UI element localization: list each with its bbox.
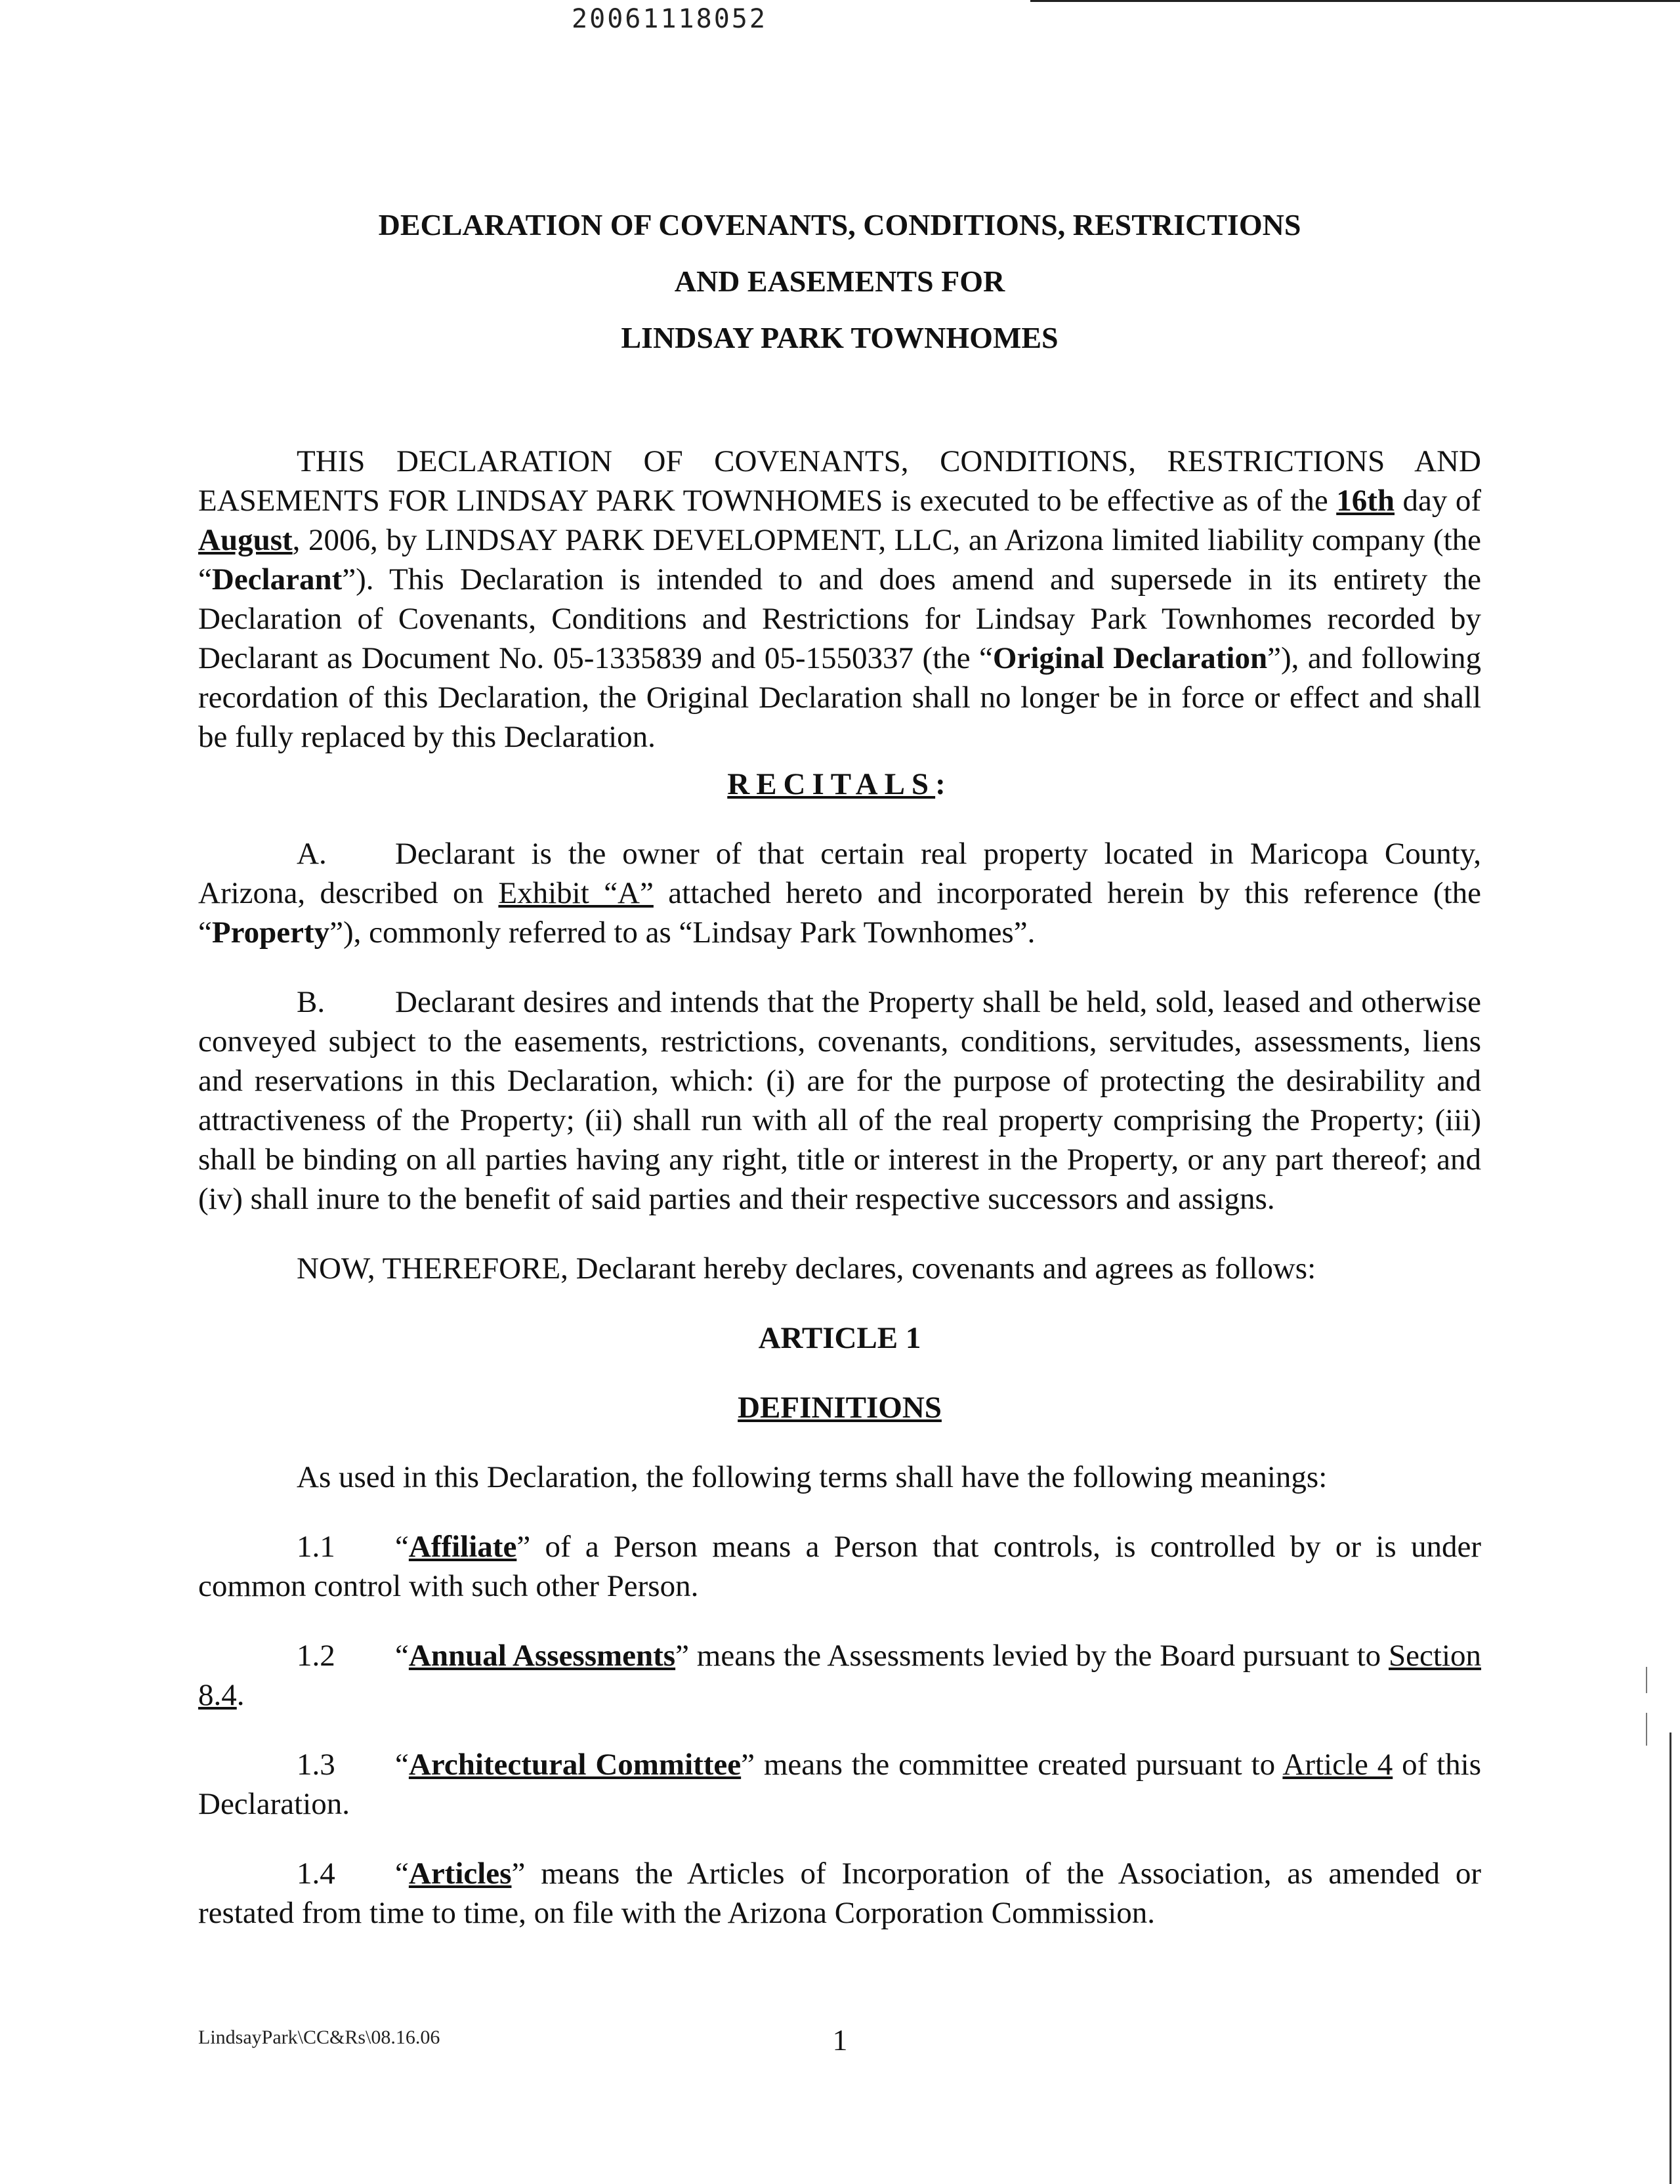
right-edge-rule xyxy=(1670,1732,1671,2184)
recital-a xyxy=(198,834,1481,952)
title-line-2: AND EASEMENTS FOR xyxy=(674,264,1005,298)
intro-text-5: ”), and following recordation of this Declaration, the Original Declaration shall no longer be in force or effect and shall be fully replaced by this Declaration. xyxy=(198,641,1481,754)
definition-term: Annual Assessments xyxy=(408,1639,676,1673)
footer-file-reference: LindsayPark\CC&Rs\08.16.06 xyxy=(198,2026,440,2048)
recital-a-text-3: ”), commonly referred to as “Lindsay Park Townhomes”. xyxy=(329,915,1036,950)
title-line-1: DECLARATION OF COVENANTS, CONDITIONS, RESTRICTIONS xyxy=(378,208,1301,242)
definition-number: 1.1 xyxy=(297,1530,335,1564)
recital-b-label: B. xyxy=(297,985,326,1019)
definitions-heading xyxy=(198,1388,1481,1427)
top-rule xyxy=(1030,0,1680,2)
exhibit-a-reference: Exhibit “A” xyxy=(498,876,654,910)
recitals-heading-colon: : xyxy=(935,767,952,801)
now-therefore-paragraph: NOW, THEREFORE, Declarant hereby declares, covenants and agrees as follows: xyxy=(297,1251,1316,1286)
recital-b xyxy=(198,982,1481,1219)
intro-paragraph xyxy=(198,442,1481,757)
intro-text-4: ”). This Declaration is intended to and does amend and supersede in its entirety the Declaration of Covenants, Conditions and Restrictions for Lindsay Park Townhomes recorded by Declarant as Document No. 05-1335839 and 05-1550337 (the “ xyxy=(198,562,1481,675)
definition-number: 1.3 xyxy=(297,1748,335,1782)
document-body xyxy=(198,197,1481,1933)
term-original-declaration: Original Declaration xyxy=(992,641,1268,675)
definition-1-2: 1.2 “Annual Assessments” means the Assessments levied by the Board pursuant to Section 8.4. xyxy=(198,1636,1481,1715)
definition-number: 1.2 xyxy=(297,1639,335,1673)
intro-text-1: THIS DECLARATION OF COVENANTS, CONDITIONS, RESTRICTIONS AND EASEMENTS FOR LINDSAY PARK TOWNHOMES is executed to be effective as of the xyxy=(198,444,1481,518)
recital-b-text: Declarant desires and intends that the Property shall be held, sold, leased and otherwise conveyed subject to the easements, restrictions, covenants, conditions, servitudes, assessments, liens and reservations in this Declaration, which: (i) are for the purpose of protecting the desirability and attractiveness of the Property; (ii) shall run with all of the real property comprising the Property; (iii) shall be binding on all parties having any right, title or interest in the Property, or any part thereof; and (iv) shall inure to the benefit of said parties and their respective successors and assigns. xyxy=(198,985,1481,1216)
definition-number: 1.4 xyxy=(297,1857,335,1891)
term-declarant: Declarant xyxy=(211,562,343,597)
definition-text: ” of a Person means a Person that controls, is controlled by or is under common control with such other Person. xyxy=(198,1530,1481,1603)
term-property: Property xyxy=(211,915,330,950)
definition-1-4: 1.4 “Articles” means the Articles of Incorporation of the Association, as amended or restated from time to time, on file with the Arizona Corporation Commission. xyxy=(198,1854,1481,1933)
definition-term: Articles xyxy=(408,1857,512,1891)
page-number: 1 xyxy=(832,2023,848,2057)
recital-a-text-1: Declarant is the owner of that certain real property located in Maricopa County, Arizona, described on xyxy=(198,837,1481,910)
definition-term: Architectural Committee xyxy=(408,1748,742,1782)
definition-tail: of this Declaration. xyxy=(198,1748,1482,1821)
margin-mark xyxy=(1646,1713,1647,1746)
section-reference: Section 8.4 xyxy=(198,1639,1482,1712)
definitions-heading-text: DEFINITIONS xyxy=(738,1391,942,1425)
intro-text-3: , 2006, by LINDSAY PARK DEVELOPMENT, LLC, an Arizona limited liability company (the “ xyxy=(198,523,1481,597)
definition-1-3: 1.3 “Architectural Committee” means the committee created pursuant to Article 4 of this Declaration. xyxy=(198,1745,1481,1824)
article-1-heading: ARTICLE 1 xyxy=(758,1321,921,1355)
definition-term: Affiliate xyxy=(408,1530,517,1564)
definitions-intro: As used in this Declaration, the following terms shall have the following meanings: xyxy=(297,1460,1328,1494)
title-line-3: LINDSAY PARK TOWNHOMES xyxy=(621,321,1059,354)
recital-a-label: A. xyxy=(297,837,327,871)
recitals-heading-text: RECITALS xyxy=(727,767,936,801)
definition-tail: . xyxy=(236,1678,245,1712)
definition-1-1: 1.1 “Affiliate” of a Person means a Person that controls, is controlled by or is under common control with such other Person. xyxy=(198,1527,1481,1606)
recitals-heading xyxy=(198,765,1481,804)
intro-month: August xyxy=(198,523,293,557)
intro-text-2: day of xyxy=(1395,484,1481,518)
recording-number: 20061118052 xyxy=(572,4,767,34)
definition-text: ” means the Assessments levied by the Board pursuant to xyxy=(675,1639,1389,1673)
article-reference: Article 4 xyxy=(1282,1748,1393,1782)
definition-text: ” means the Articles of Incorporation of the Association, as amended or restated from time to time, on file with the Arizona Corporation Commission. xyxy=(198,1857,1481,1930)
intro-day: 16th xyxy=(1336,484,1395,518)
margin-mark xyxy=(1646,1667,1647,1693)
definition-text: ” means the committee created pursuant to xyxy=(741,1748,1283,1782)
recital-a-text-2: attached hereto and incorporated herein by this reference (the “ xyxy=(198,876,1481,950)
